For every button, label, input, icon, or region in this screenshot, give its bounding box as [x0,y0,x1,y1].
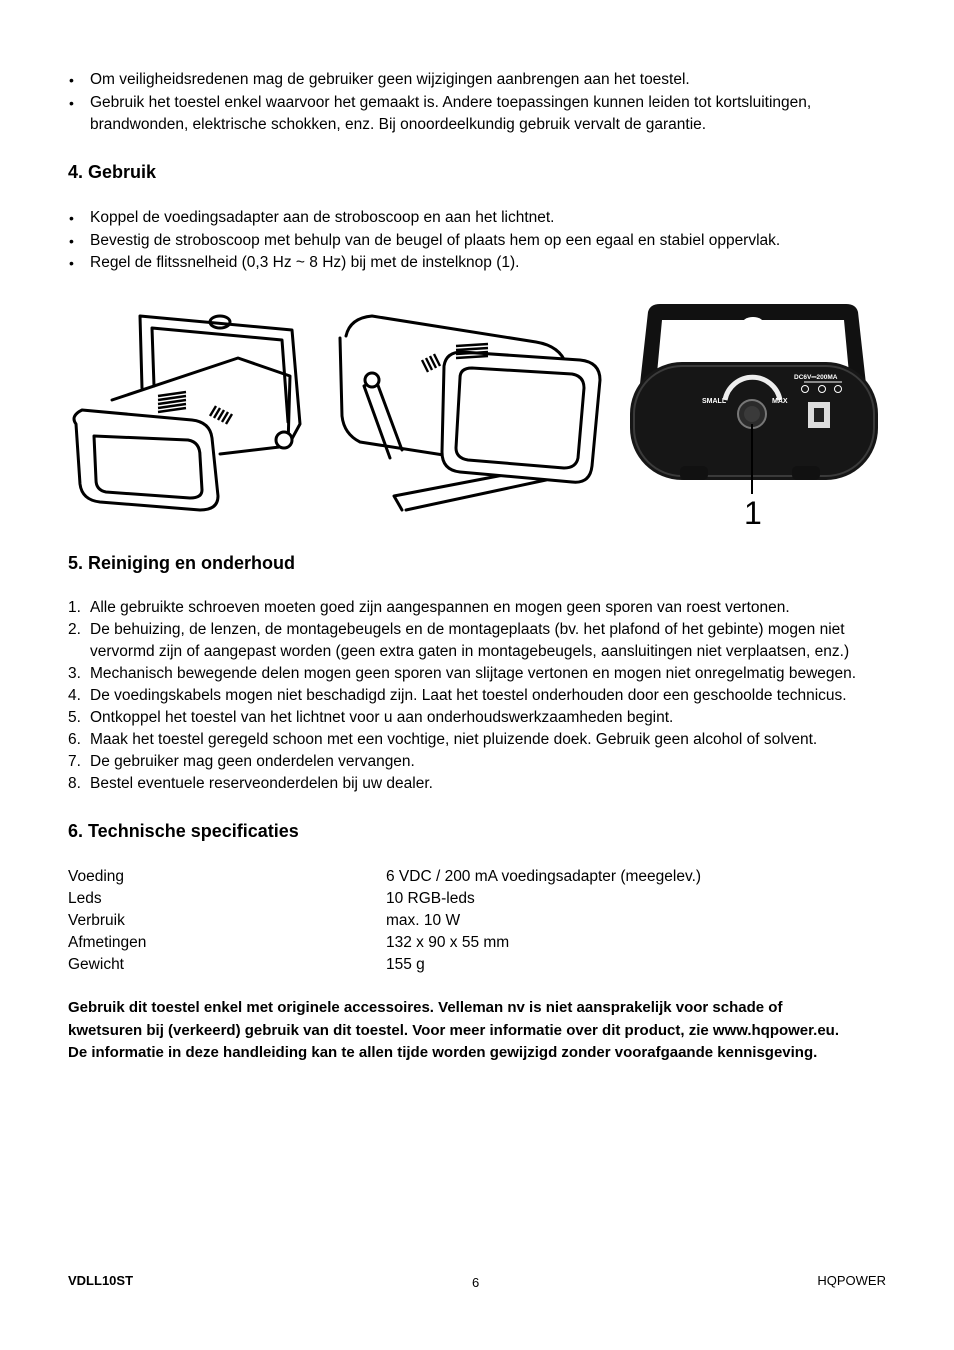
list-item: 6. Maak het toestel geregeld schoon met een vochtige, niet pluizende doek. Gebruik geen alcohol of solvent. [68,731,818,748]
footer-model: VDLL10ST [68,1273,134,1288]
list-item: • Om veiligheidsredenen mag de gebruiker geen wijzigingen aanbrengen aan het toestel. [68,69,888,92]
list-item: 7. De gebruiker mag geen onderdelen vervangen. [68,753,415,770]
list-item: 3. Mechanisch bewegende delen mogen geen sporen van slijtage vertonen en mogen niet onregelmatig bewegen. [68,665,857,682]
table-row: Verbruik max. 10 W [68,912,461,929]
list-item: • Koppel de voedingsadapter aan de stroboscoop en aan het lichtnet. [68,207,888,230]
knob-label-max: MAX [772,398,788,405]
callout-number: 1 [744,495,762,531]
list-item: • Regel de flitssnelheid (0,3 Hz ~ 8 Hz) bij met de instelknop (1). [68,252,888,275]
maintenance-list [68,597,886,795]
list-item: 2. De behuizing, de lenzen, de montagebeugels en de montageplaats (bv. het plafond of het gebinte) mogen niet vervormd zijn of aangepast worden (geen extra gaten in montagebeugels, aansluitingen niet verplaatsen, enz.) [68,621,850,660]
knob-label-small: SMALL [702,398,727,405]
table-row: Leds 10 RGB-leds [68,890,475,907]
strobe-drawing-bracket-top [74,316,300,510]
spec-table [68,866,888,976]
list-item: 1. Alle gebruikte schroeven moeten goed zijn aangespannen en mogen geen sporen van roest vertonen. [68,599,790,616]
table-row: Afmetingen 132 x 90 x 55 mm [68,934,510,951]
disclaimer-note: Gebruik dit toestel enkel met originele accessoires. Velleman nv is niet aansprakelijk voor schade of kwetsuren bij (verkeerd) gebruik van dit toestel. Voor meer informatie over dit product, zie www.hqpower.eu. De informatie in deze handleiding kan te allen tijde worden gewijzigd zonder voorafgaande kennisgeving. [68,999,839,1061]
section-heading: 5. Reiniging en onderhoud [68,553,295,573]
back-panel-photo [630,304,878,494]
list-item: 5. Ontkoppel het toestel van het lichtnet voor u aan onderhoudswerkzaamheden begint. [68,709,674,726]
page-number: 6 [472,1275,480,1290]
list-item: • Gebruik het toestel enkel waarvoor het gemaakt is. Andere toepassingen kunnen leiden tot kortsluitingen, brandwonden, elektrische schokken, enz. Bij onoordeelkundig gebruik vervalt de garantie. [68,92,888,137]
section-heading: 4. Gebruik [68,162,157,182]
table-row: Gewicht 155 g [68,956,425,973]
footer-brand: HQPOWER [817,1273,886,1288]
section-heading: 6. Technische specificaties [68,821,299,841]
intro-bullets [68,69,888,137]
table-row: Voeding 6 VDC / 200 mA voedingsadapter (meegelev.) [68,868,702,885]
list-item: 4. De voedingskabels mogen niet beschadigd zijn. Laat het toestel onderhouden door een geschoolde technicus. [68,687,847,704]
list-item: • Bevestig de stroboscoop met behulp van de beugel of plaats hem op een egaal en stabiel oppervlak. [68,230,888,253]
product-illustration [60,296,890,532]
power-rating-label: DC6V⎓200MA [794,374,838,381]
usage-bullets [68,207,888,275]
list-item: 8. Bestel eventuele reserveonderdelen bij uw dealer. [68,775,433,792]
